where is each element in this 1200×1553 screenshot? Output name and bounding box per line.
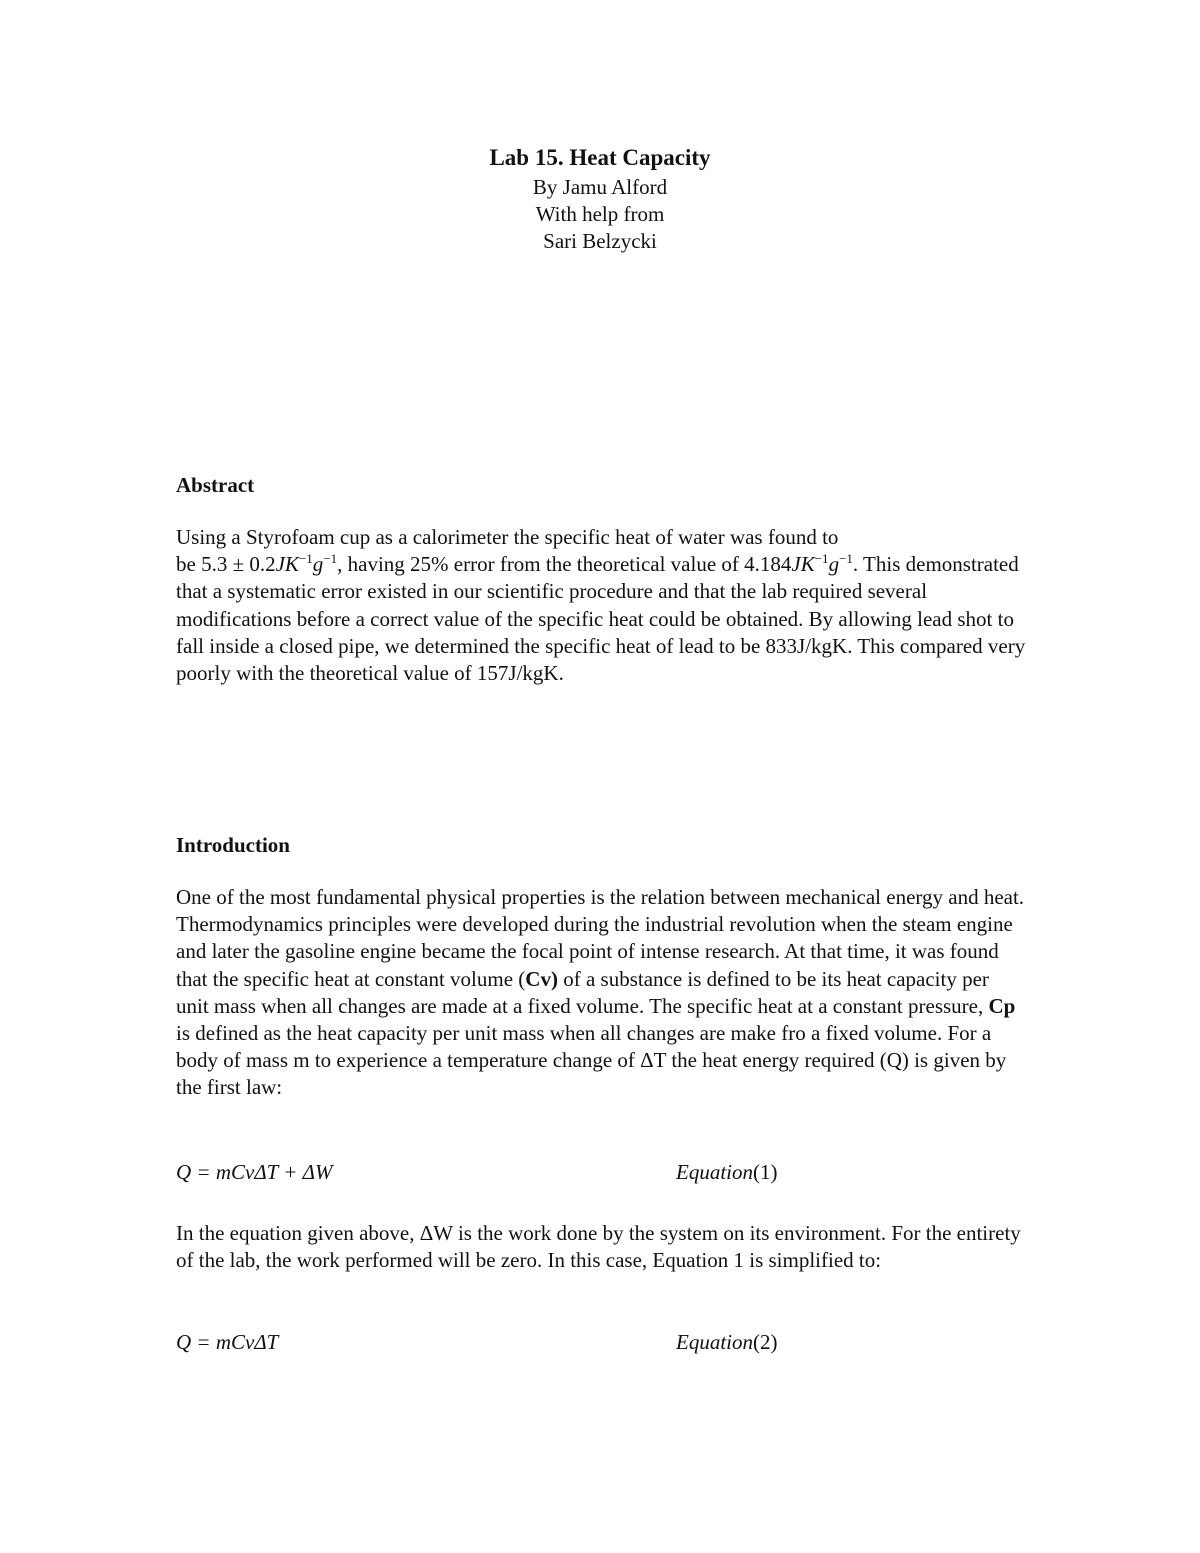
introduction-paragraph-1: [176, 884, 1026, 1102]
equation-2: [176, 1330, 1026, 1360]
abstract-heading: Abstract: [176, 473, 255, 497]
equation-1-word: Equation: [676, 1160, 753, 1184]
abstract-rest: demonstrated that a systematic error existed in our scientific procedure and that the lab required several modifications before a correct value of the specific heat could be obtained. By allowing lead shot to fall inside a closed pipe, we determined the specific heat of lead to be 833J/kgK. This compared very poorly with the theoretical value of 157J/kgK.: [176, 552, 1026, 686]
introduction-section: [176, 831, 1026, 1102]
equation-1-number: (1): [753, 1160, 778, 1184]
abstract-section: [176, 471, 1026, 687]
exponent-2: −1: [323, 551, 338, 567]
equation-2-label: [676, 1330, 778, 1355]
introduction-heading: Introduction: [176, 833, 290, 857]
abstract-paragraph: [176, 524, 1026, 687]
exponent-4: −1: [839, 551, 853, 567]
unit-jk-2: JK: [791, 552, 815, 577]
theoretical-value: 4.184: [744, 552, 792, 577]
cp-symbol: Cp: [988, 993, 1016, 1018]
document-title: Lab 15. Heat Capacity: [489, 145, 711, 170]
unit-g-2: g: [828, 552, 840, 577]
measured-value: 5.3 ± 0.2: [201, 552, 276, 577]
exponent-3: −1: [814, 551, 829, 567]
equation-1-formula: Q = mCvΔT + ΔW: [176, 1160, 333, 1184]
introduction-section-2: [176, 1220, 1026, 1274]
equation-2-number: (2): [753, 1330, 778, 1354]
exponent-1: −1: [298, 551, 313, 567]
unit-g-1: g: [312, 552, 324, 577]
abstract-be: be: [176, 552, 202, 577]
help-line: With help from: [535, 202, 665, 226]
author-line: By Jamu Alford: [532, 175, 668, 199]
intro-text-b: of a substance is defined to be its heat capacity per unit mass when all changes are made at a fixed volume. The specific heat at a constant pressure,: [176, 966, 989, 1018]
equation-2-formula: Q = mCvΔT: [176, 1330, 279, 1354]
abstract-line-1: Using a Styrofoam cup as a calorimeter the specific heat of water was found to: [176, 525, 839, 549]
cv-symbol: Cv): [525, 966, 558, 991]
abstract-mid: , having 25% error from the theoretical value of: [337, 552, 745, 577]
title-block: [0, 142, 1200, 255]
equation-1-label: [676, 1160, 778, 1185]
intro-text-a: One of the most fundamental physical properties is the relation between mechanical energy and heat. Thermodynamics principles were developed during the industrial revolution when the steam engine and later the gasoline engine became the focal point of intense research. At that time, it was found that the specific heat at constant volume (: [176, 885, 1025, 991]
intro-text-c: is defined as the heat capacity per unit mass when all changes are make fro a fixed volume. For a body of mass m to experience a temperature change of ΔT the heat energy required (Q) is given by the first law:: [176, 1021, 1007, 1100]
unit-jk-1: JK: [275, 552, 299, 577]
equation-2-word: Equation: [676, 1330, 753, 1354]
introduction-paragraph-2: In the equation given above, ΔW is the work done by the system on its environment. For the entirety of the lab, the work performed will be zero. In this case, Equation 1 is simplified to:: [176, 1221, 1021, 1273]
abstract-tail: . This: [852, 552, 901, 577]
helper-name: Sari Belzycki: [543, 229, 657, 253]
equation-1: [176, 1160, 1026, 1190]
